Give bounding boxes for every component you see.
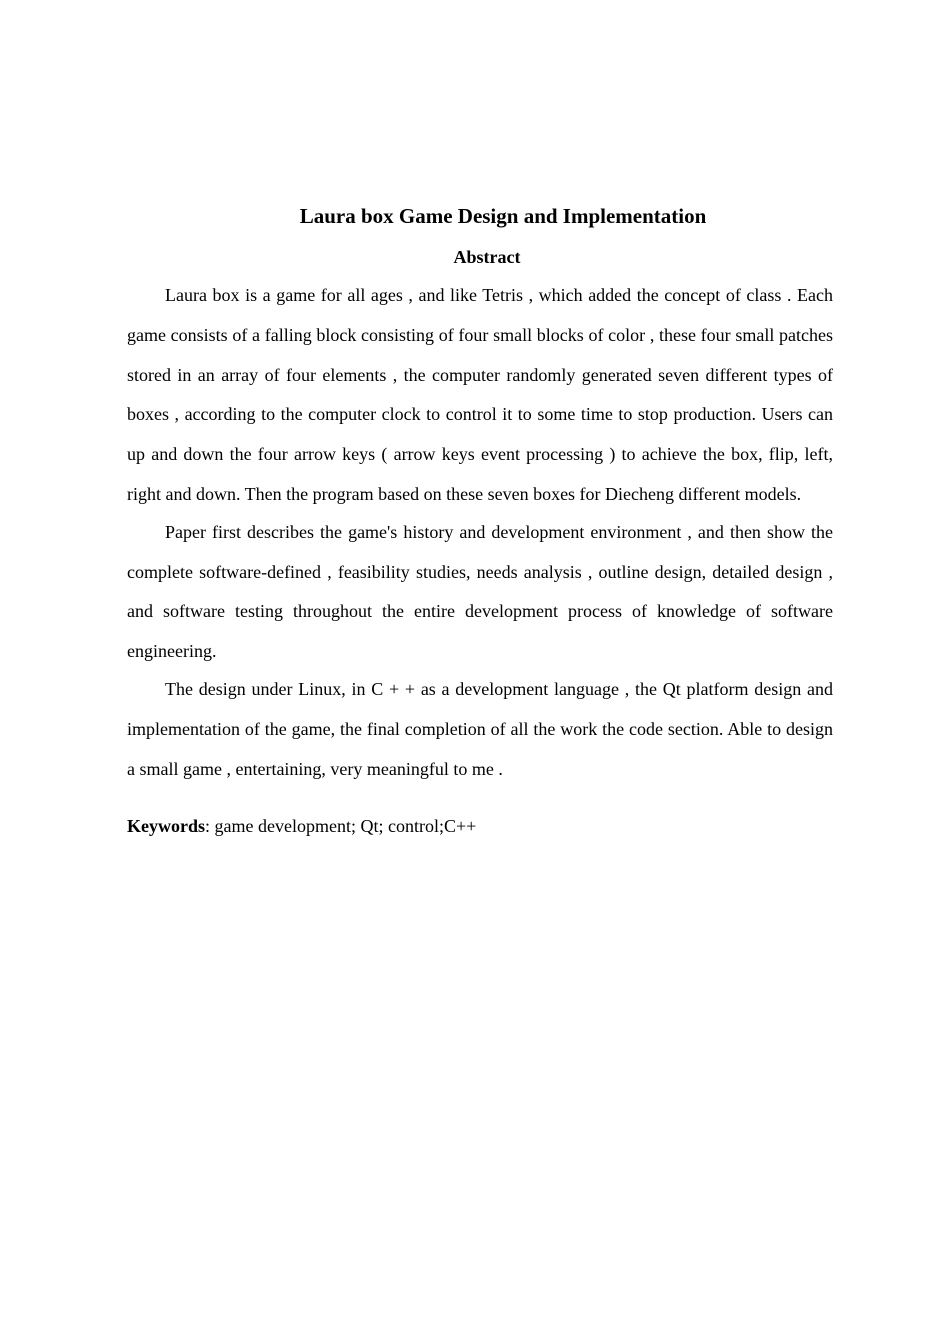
abstract-paragraph-1: Laura box is a game for all ages , and like Tetris , which added the concept of class . Each game consists of a falling block consisting of four small blocks of color , these four small patches stored in an array of four elements , the computer randomly generated seven different types of boxes , according to the computer clock to control it to some time to stop production. Users can up and down the four arrow keys ( arrow keys event processing ) to achieve the box, flip, left, right and down. Then the program based on these seven boxes for Diecheng different models. [127,285,833,504]
abstract-paragraph-2: Paper first describes the game's history and development environment , and then show the complete software-defined , feasibility studies, needs analysis , outline design, detailed design , and software testing throughout the entire development process of knowledge of software engineering. [127,521,833,662]
abstract-heading: Abstract [453,247,521,267]
abstract-section [127,200,833,839]
keywords-line [127,813,833,839]
abstract-paragraph-3: The design under Linux, in C + + as a development language , the Qt platform design and implementation of the game, the final completion of all the work the code section. Able to design a small game , entertaining, very meaningful to me . [127,678,833,779]
keywords-label: Keywords [127,816,205,837]
paper-title: Laura box Game Design and Implementation [299,204,707,228]
keywords-text: : game development; Qt; control;C++ [205,816,477,837]
